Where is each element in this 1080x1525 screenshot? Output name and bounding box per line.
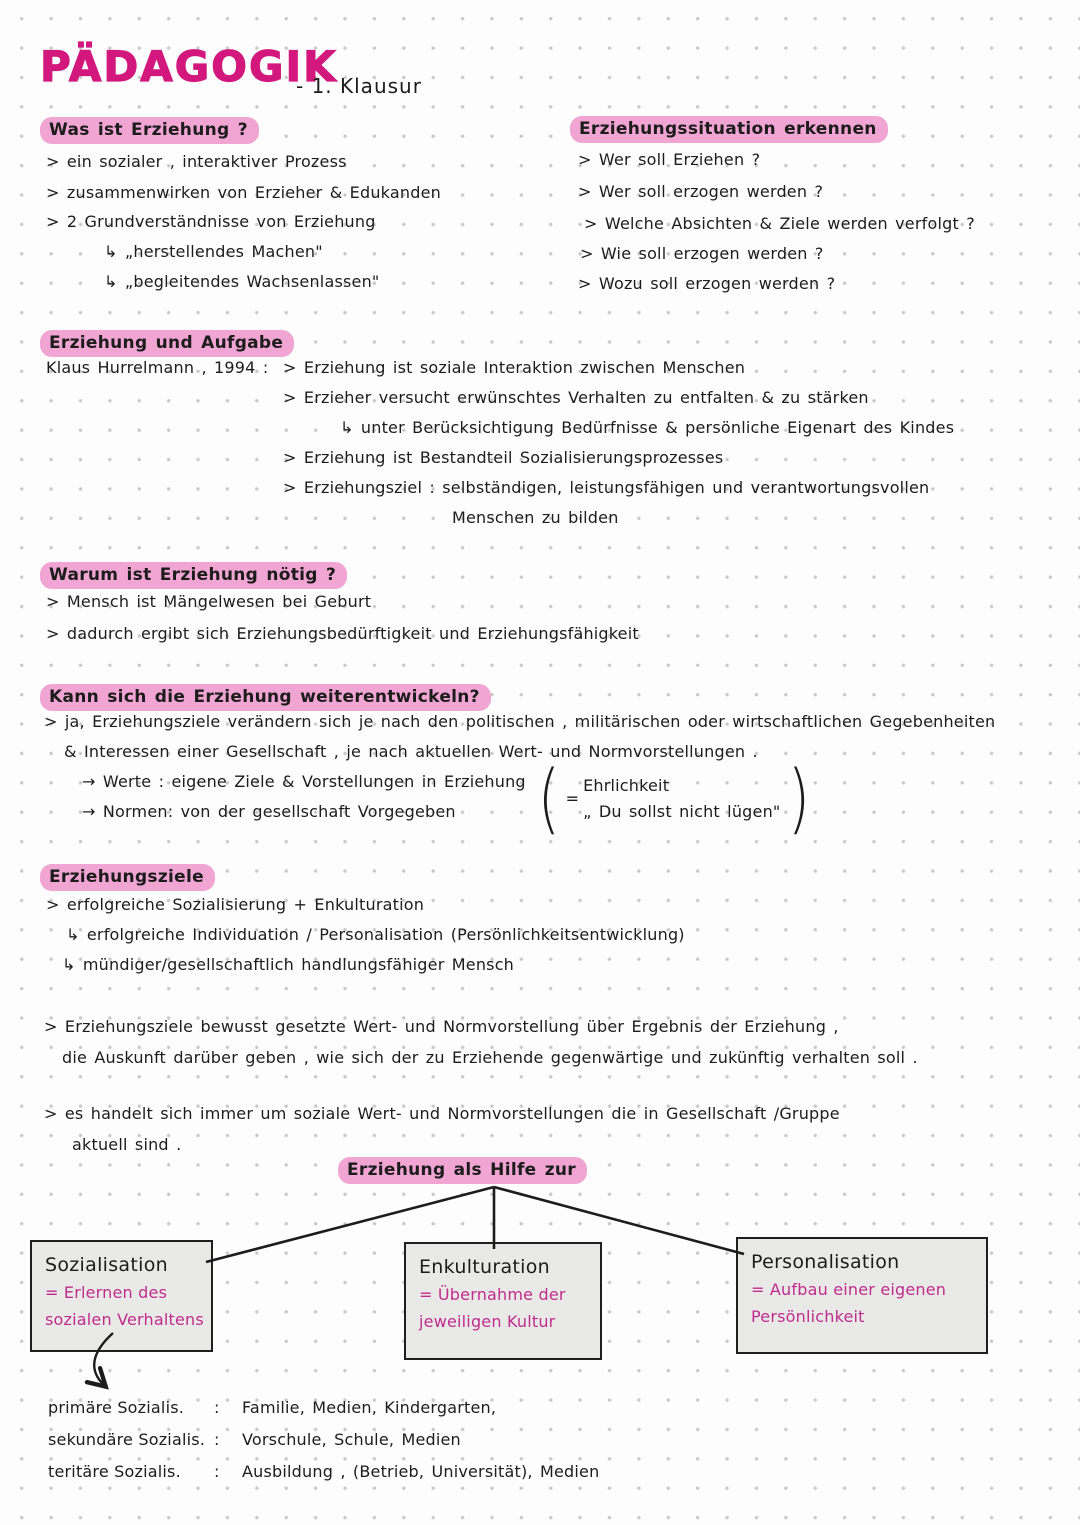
box-definition-line: jeweiligen Kultur [419,1312,556,1331]
bullet-line: > erfolgreiche Sozialisierung + Enkulturation [46,895,425,914]
bullet-line: > ein sozialer , interaktiver Prozess [46,152,347,171]
bullet-line: > zusammenwirken von Erzieher & Edukanden [46,183,441,202]
open-parenthesis: ( [537,753,560,842]
level-value: Familie, Medien, Kindergarten, [242,1398,497,1417]
arrow-bullet-line: → Werte : eigene Ziele & Vorstellungen in Erziehung [82,772,526,791]
level-value: Vorschule, Schule, Medien [242,1430,461,1449]
bullet-line: > dadurch ergibt sich Erziehungsbedürftigkeit und Erziehungsfähigkeit [46,624,639,643]
box-definition-line: = Erlernen des [45,1283,168,1302]
section-heading-erziehungssituation: Erziehungssituation erkennen [570,116,888,143]
level-label: teritäre Sozialis. [48,1462,181,1481]
box-sozialisation [30,1240,213,1352]
box-definition-line: = Aufbau einer eigenen [751,1280,947,1299]
box-enkulturation [404,1242,602,1360]
diagram-heading-erziehung-als-hilfe: Erziehung als Hilfe zur [338,1157,587,1184]
sub-bullet-line: ↳ „herstellendes Machen" [104,242,323,261]
paragraph-line: > es handelt sich immer um soziale Wert- und Normvorstellungen die in Gesellschaft /Gruppe [44,1104,840,1123]
bullet-line: > Welche Absichten & Ziele werden verfolgt ? [584,214,975,233]
level-value: Ausbildung , (Betrieb, Universität), Medien [242,1462,600,1481]
section-heading-warum-noetig: Warum ist Erziehung nötig ? [40,562,347,589]
paragraph-line: aktuell sind . [72,1135,182,1154]
level-separator: : [214,1398,220,1417]
list-item [48,1430,599,1462]
bullet-line: > Wer soll erzogen werden ? [578,182,824,201]
close-parenthesis: ) [788,753,811,842]
sub-bullet-line: ↳ unter Berücksichtigung Bedürfnisse & persönliche Eigenart des Kindes [340,418,955,437]
sozialisation-levels-list [48,1398,599,1494]
section-heading-erziehung-und-aufgabe: Erziehung und Aufgabe [40,330,294,357]
bullet-line: > Mensch ist Mängelwesen bei Geburt [46,592,372,611]
bullet-line: > Wie soll erzogen werden ? [580,244,824,263]
bullet-continuation-line: Menschen zu bilden [452,508,619,527]
author-label: Klaus Hurrelmann , 1994 : [46,358,269,377]
box-title: Personalisation [751,1251,900,1273]
page-subtitle: - 1. Klausur [296,74,422,98]
sub-bullet-line: ↳ mündiger/gesellschaftlich handlungsfähiger Mensch [62,955,515,974]
box-definition-line: = Übernahme der [419,1285,566,1304]
example-note [534,753,814,842]
bullet-line: > Erziehung ist soziale Interaktion zwischen Menschen [283,358,746,377]
list-item [48,1398,599,1430]
level-label: sekundäre Sozialis. [48,1430,206,1449]
bullet-line: > Wer soll Erziehen ? [578,150,761,169]
equals-sign: = [565,788,580,808]
box-personalisation [736,1237,988,1354]
note-line: Ehrlichkeit [583,775,670,795]
section-heading-was-ist-erziehung: Was ist Erziehung ? [40,117,259,144]
section-heading-weiterentwickeln: Kann sich die Erziehung weiterentwickeln? [40,684,491,711]
bullet-line: > Erziehung ist Bestandteil Sozialisierungsprozesses [283,448,724,467]
box-definition-line: Persönlichkeit [751,1307,865,1326]
paragraph-line: > Erziehungsziele bewusst gesetzte Wert- und Normvorstellung über Ergebnis der Erziehung , [44,1017,839,1036]
sub-bullet-line: ↳ „begleitendes Wachsenlassen" [104,272,380,291]
level-separator: : [214,1462,220,1481]
list-item [48,1462,599,1494]
bullet-line: > Erzieher versucht erwünschtes Verhalten zu entfalten & zu stärken [283,388,869,407]
level-label: primäre Sozialis. [48,1398,185,1417]
paragraph-line: > ja, Erziehungsziele verändern sich je nach den politischen , militärischen oder wirtschaftlichen Gegebenheiten [44,712,996,731]
box-title: Enkulturation [419,1256,551,1278]
bullet-line: > Wozu soll erzogen werden ? [578,274,836,293]
note-line: „ Du sollst nicht lügen" [583,801,781,821]
box-title: Sozialisation [45,1254,168,1276]
sub-bullet-line: ↳ erfolgreiche Individuation / Personalisation (Persönlichkeitsentwicklung) [66,925,685,944]
arrow-bullet-line: → Normen: von der gesellschaft Vorgegeben [82,802,456,821]
paragraph-line: & Interessen einer Gesellschaft , je nach aktuellen Wert- und Normvorstellungen . [64,742,758,761]
paragraph-line: die Auskunft darüber geben , wie sich der zu Erziehende gegenwärtige und zukünftig verhalten soll . [62,1048,918,1067]
bullet-line: > 2 Grundverständnisse von Erziehung [46,212,376,231]
level-separator: : [214,1430,220,1449]
bullet-line: > Erziehungsziel : selbständigen, leistungsfähigen und verantwortungsvollen [283,478,930,497]
page-title: PÄDAGOGIK [40,42,338,91]
box-definition-line: sozialen Verhaltens [45,1310,204,1329]
section-heading-erziehungsziele: Erziehungsziele [40,864,215,891]
